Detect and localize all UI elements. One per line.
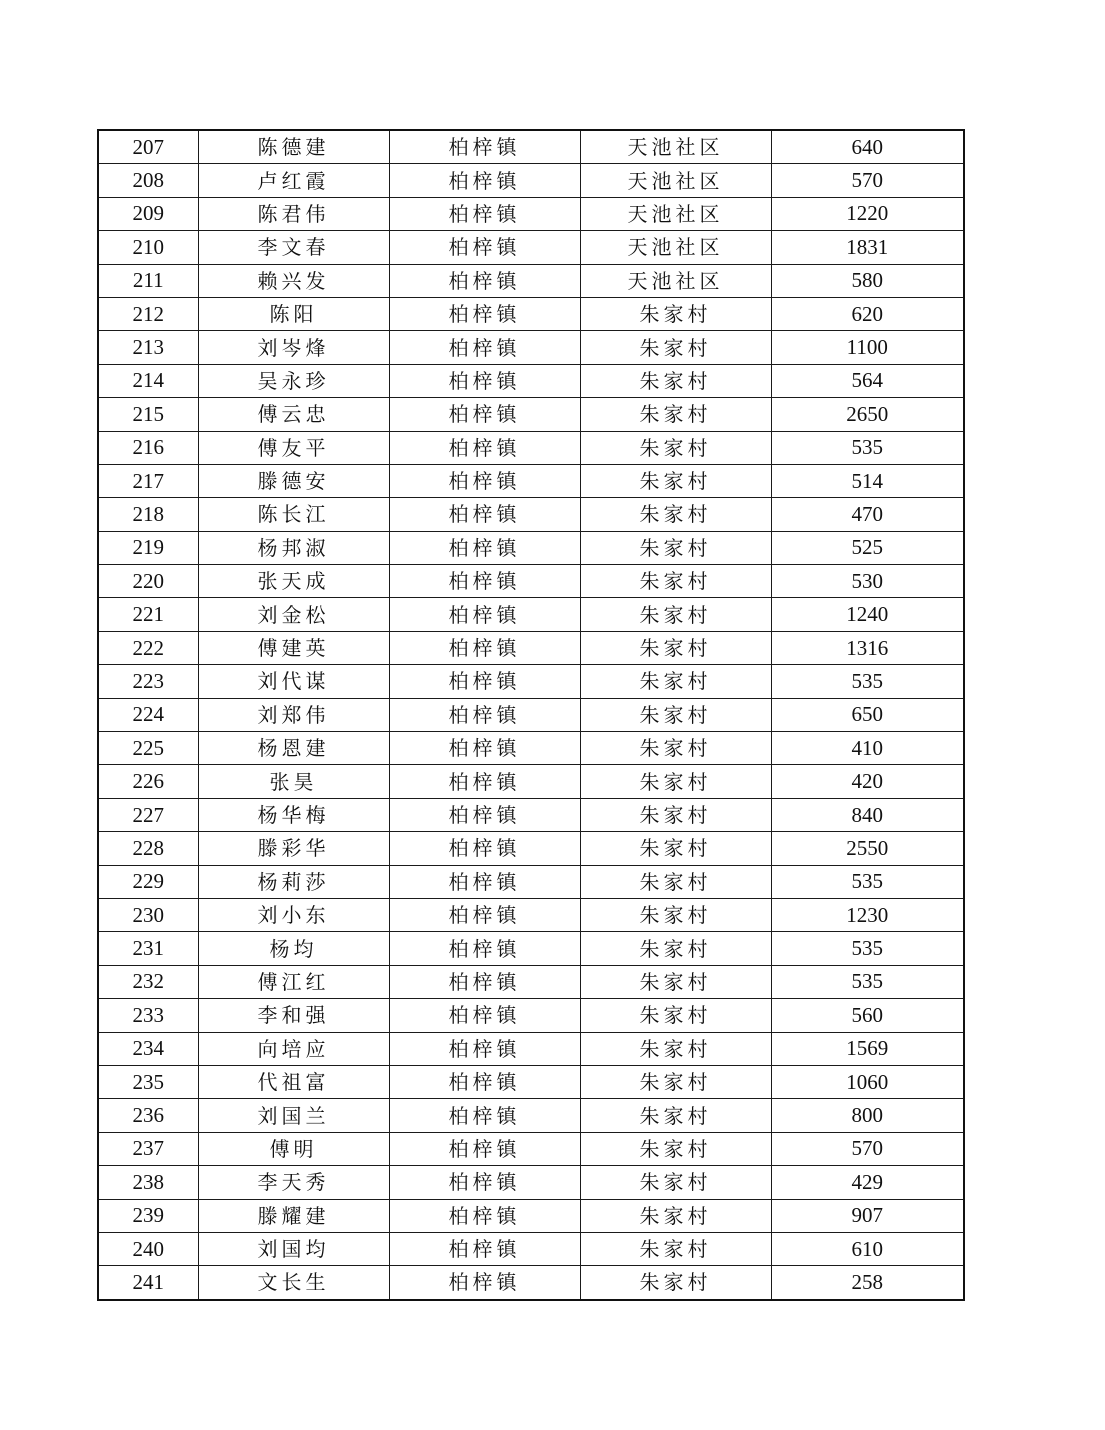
- name-cell: 杨莉莎: [198, 865, 389, 898]
- name-cell: 杨邦淑: [198, 531, 389, 564]
- serial-number-cell: 241: [98, 1266, 198, 1300]
- town-cell: 柏梓镇: [389, 498, 580, 531]
- town-cell: 柏梓镇: [389, 297, 580, 330]
- village-cell: 朱家村: [580, 598, 771, 631]
- table-row: [98, 197, 964, 230]
- name-cell: 傅江红: [198, 965, 389, 998]
- village-cell: 朱家村: [580, 1166, 771, 1199]
- amount-cell: 640: [771, 130, 964, 164]
- name-cell: 杨均: [198, 932, 389, 965]
- serial-number-cell: 215: [98, 398, 198, 431]
- village-cell: 朱家村: [580, 965, 771, 998]
- name-cell: 陈德建: [198, 130, 389, 164]
- name-cell: 张昊: [198, 765, 389, 798]
- table-row: [98, 431, 964, 464]
- serial-number-cell: 234: [98, 1032, 198, 1065]
- amount-cell: 258: [771, 1266, 964, 1300]
- amount-cell: 535: [771, 665, 964, 698]
- town-cell: 柏梓镇: [389, 999, 580, 1032]
- town-cell: 柏梓镇: [389, 531, 580, 564]
- village-cell: 天池社区: [580, 264, 771, 297]
- amount-cell: 580: [771, 264, 964, 297]
- village-cell: 朱家村: [580, 331, 771, 364]
- village-cell: 朱家村: [580, 1065, 771, 1098]
- table-row: [98, 798, 964, 831]
- amount-cell: 1060: [771, 1065, 964, 1098]
- roster-table-body: [98, 130, 964, 1300]
- name-cell: 李文春: [198, 231, 389, 264]
- name-cell: 文长生: [198, 1266, 389, 1300]
- town-cell: 柏梓镇: [389, 732, 580, 765]
- name-cell: 张天成: [198, 565, 389, 598]
- town-cell: 柏梓镇: [389, 598, 580, 631]
- serial-number-cell: 221: [98, 598, 198, 631]
- village-cell: 朱家村: [580, 498, 771, 531]
- table-row: [98, 665, 964, 698]
- serial-number-cell: 231: [98, 932, 198, 965]
- table-row: [98, 331, 964, 364]
- town-cell: 柏梓镇: [389, 264, 580, 297]
- table-row: [98, 898, 964, 931]
- roster-table: [97, 129, 965, 1301]
- amount-cell: 620: [771, 297, 964, 330]
- table-row: [98, 631, 964, 664]
- amount-cell: 1316: [771, 631, 964, 664]
- name-cell: 傅云忠: [198, 398, 389, 431]
- village-cell: 朱家村: [580, 631, 771, 664]
- serial-number-cell: 239: [98, 1199, 198, 1232]
- village-cell: 天池社区: [580, 164, 771, 197]
- table-row: [98, 364, 964, 397]
- town-cell: 柏梓镇: [389, 631, 580, 664]
- serial-number-cell: 216: [98, 431, 198, 464]
- name-cell: 刘代谋: [198, 665, 389, 698]
- name-cell: 刘国均: [198, 1232, 389, 1265]
- town-cell: 柏梓镇: [389, 1166, 580, 1199]
- table-row: [98, 164, 964, 197]
- serial-number-cell: 222: [98, 631, 198, 664]
- amount-cell: 429: [771, 1166, 964, 1199]
- table-row: [98, 398, 964, 431]
- amount-cell: 2550: [771, 832, 964, 865]
- serial-number-cell: 207: [98, 130, 198, 164]
- serial-number-cell: 227: [98, 798, 198, 831]
- table-row: [98, 264, 964, 297]
- serial-number-cell: 218: [98, 498, 198, 531]
- name-cell: 陈长江: [198, 498, 389, 531]
- table-row: [98, 531, 964, 564]
- table-row: [98, 765, 964, 798]
- amount-cell: 535: [771, 932, 964, 965]
- name-cell: 傅友平: [198, 431, 389, 464]
- table-row: [98, 999, 964, 1032]
- village-cell: 朱家村: [580, 364, 771, 397]
- village-cell: 天池社区: [580, 130, 771, 164]
- name-cell: 赖兴发: [198, 264, 389, 297]
- name-cell: 陈阳: [198, 297, 389, 330]
- amount-cell: 840: [771, 798, 964, 831]
- serial-number-cell: 228: [98, 832, 198, 865]
- town-cell: 柏梓镇: [389, 231, 580, 264]
- amount-cell: 570: [771, 1132, 964, 1165]
- village-cell: 朱家村: [580, 297, 771, 330]
- serial-number-cell: 226: [98, 765, 198, 798]
- town-cell: 柏梓镇: [389, 1099, 580, 1132]
- name-cell: 向培应: [198, 1032, 389, 1065]
- town-cell: 柏梓镇: [389, 1065, 580, 1098]
- village-cell: 朱家村: [580, 765, 771, 798]
- name-cell: 滕德安: [198, 464, 389, 497]
- town-cell: 柏梓镇: [389, 932, 580, 965]
- table-row: [98, 1266, 964, 1300]
- town-cell: 柏梓镇: [389, 832, 580, 865]
- serial-number-cell: 235: [98, 1065, 198, 1098]
- village-cell: 朱家村: [580, 865, 771, 898]
- table-row: [98, 1032, 964, 1065]
- name-cell: 傅明: [198, 1132, 389, 1165]
- serial-number-cell: 230: [98, 898, 198, 931]
- village-cell: 朱家村: [580, 665, 771, 698]
- serial-number-cell: 238: [98, 1166, 198, 1199]
- table-row: [98, 1232, 964, 1265]
- table-row: [98, 698, 964, 731]
- serial-number-cell: 208: [98, 164, 198, 197]
- town-cell: 柏梓镇: [389, 431, 580, 464]
- serial-number-cell: 220: [98, 565, 198, 598]
- name-cell: 李和强: [198, 999, 389, 1032]
- amount-cell: 610: [771, 1232, 964, 1265]
- town-cell: 柏梓镇: [389, 1232, 580, 1265]
- name-cell: 杨华梅: [198, 798, 389, 831]
- serial-number-cell: 217: [98, 464, 198, 497]
- name-cell: 刘郑伟: [198, 698, 389, 731]
- table-row: [98, 1166, 964, 1199]
- town-cell: 柏梓镇: [389, 898, 580, 931]
- village-cell: 朱家村: [580, 832, 771, 865]
- table-row: [98, 1065, 964, 1098]
- amount-cell: 525: [771, 531, 964, 564]
- town-cell: 柏梓镇: [389, 565, 580, 598]
- table-row: [98, 1199, 964, 1232]
- name-cell: 陈君伟: [198, 197, 389, 230]
- village-cell: 朱家村: [580, 431, 771, 464]
- town-cell: 柏梓镇: [389, 331, 580, 364]
- town-cell: 柏梓镇: [389, 1132, 580, 1165]
- amount-cell: 535: [771, 965, 964, 998]
- village-cell: 朱家村: [580, 1266, 771, 1300]
- amount-cell: 800: [771, 1099, 964, 1132]
- name-cell: 傅建英: [198, 631, 389, 664]
- town-cell: 柏梓镇: [389, 865, 580, 898]
- serial-number-cell: 211: [98, 264, 198, 297]
- town-cell: 柏梓镇: [389, 1032, 580, 1065]
- amount-cell: 650: [771, 698, 964, 731]
- name-cell: 滕彩华: [198, 832, 389, 865]
- table-row: [98, 1132, 964, 1165]
- town-cell: 柏梓镇: [389, 464, 580, 497]
- amount-cell: 535: [771, 865, 964, 898]
- serial-number-cell: 237: [98, 1132, 198, 1165]
- town-cell: 柏梓镇: [389, 798, 580, 831]
- village-cell: 朱家村: [580, 1232, 771, 1265]
- table-row: [98, 464, 964, 497]
- amount-cell: 1240: [771, 598, 964, 631]
- name-cell: 滕耀建: [198, 1199, 389, 1232]
- town-cell: 柏梓镇: [389, 130, 580, 164]
- village-cell: 天池社区: [580, 231, 771, 264]
- amount-cell: 535: [771, 431, 964, 464]
- village-cell: 朱家村: [580, 464, 771, 497]
- table-row: [98, 965, 964, 998]
- table-row: [98, 231, 964, 264]
- amount-cell: 2650: [771, 398, 964, 431]
- village-cell: 朱家村: [580, 1099, 771, 1132]
- amount-cell: 410: [771, 732, 964, 765]
- amount-cell: 560: [771, 999, 964, 1032]
- village-cell: 朱家村: [580, 1199, 771, 1232]
- amount-cell: 1100: [771, 331, 964, 364]
- serial-number-cell: 212: [98, 297, 198, 330]
- village-cell: 朱家村: [580, 531, 771, 564]
- serial-number-cell: 236: [98, 1099, 198, 1132]
- town-cell: 柏梓镇: [389, 698, 580, 731]
- amount-cell: 530: [771, 565, 964, 598]
- serial-number-cell: 219: [98, 531, 198, 564]
- amount-cell: 907: [771, 1199, 964, 1232]
- village-cell: 朱家村: [580, 999, 771, 1032]
- village-cell: 朱家村: [580, 698, 771, 731]
- name-cell: 李天秀: [198, 1166, 389, 1199]
- table-row: [98, 832, 964, 865]
- table-row: [98, 865, 964, 898]
- town-cell: 柏梓镇: [389, 1199, 580, 1232]
- village-cell: 朱家村: [580, 898, 771, 931]
- village-cell: 天池社区: [580, 197, 771, 230]
- village-cell: 朱家村: [580, 932, 771, 965]
- serial-number-cell: 213: [98, 331, 198, 364]
- town-cell: 柏梓镇: [389, 965, 580, 998]
- village-cell: 朱家村: [580, 398, 771, 431]
- table-row: [98, 565, 964, 598]
- name-cell: 卢红霞: [198, 164, 389, 197]
- table-row: [98, 732, 964, 765]
- serial-number-cell: 233: [98, 999, 198, 1032]
- amount-cell: 514: [771, 464, 964, 497]
- name-cell: 刘国兰: [198, 1099, 389, 1132]
- amount-cell: 564: [771, 364, 964, 397]
- serial-number-cell: 214: [98, 364, 198, 397]
- serial-number-cell: 240: [98, 1232, 198, 1265]
- serial-number-cell: 229: [98, 865, 198, 898]
- table-row: [98, 598, 964, 631]
- table-row: [98, 297, 964, 330]
- village-cell: 朱家村: [580, 1132, 771, 1165]
- village-cell: 朱家村: [580, 565, 771, 598]
- serial-number-cell: 224: [98, 698, 198, 731]
- amount-cell: 1230: [771, 898, 964, 931]
- serial-number-cell: 209: [98, 197, 198, 230]
- village-cell: 朱家村: [580, 1032, 771, 1065]
- town-cell: 柏梓镇: [389, 765, 580, 798]
- serial-number-cell: 223: [98, 665, 198, 698]
- amount-cell: 1831: [771, 231, 964, 264]
- serial-number-cell: 225: [98, 732, 198, 765]
- amount-cell: 570: [771, 164, 964, 197]
- town-cell: 柏梓镇: [389, 364, 580, 397]
- amount-cell: 470: [771, 498, 964, 531]
- name-cell: 杨恩建: [198, 732, 389, 765]
- amount-cell: 420: [771, 765, 964, 798]
- name-cell: 吴永珍: [198, 364, 389, 397]
- town-cell: 柏梓镇: [389, 164, 580, 197]
- name-cell: 代祖富: [198, 1065, 389, 1098]
- town-cell: 柏梓镇: [389, 398, 580, 431]
- amount-cell: 1569: [771, 1032, 964, 1065]
- village-cell: 朱家村: [580, 798, 771, 831]
- table-row: [98, 1099, 964, 1132]
- name-cell: 刘岑烽: [198, 331, 389, 364]
- amount-cell: 1220: [771, 197, 964, 230]
- town-cell: 柏梓镇: [389, 665, 580, 698]
- serial-number-cell: 210: [98, 231, 198, 264]
- name-cell: 刘小东: [198, 898, 389, 931]
- table-row: [98, 130, 964, 164]
- serial-number-cell: 232: [98, 965, 198, 998]
- town-cell: 柏梓镇: [389, 197, 580, 230]
- name-cell: 刘金松: [198, 598, 389, 631]
- village-cell: 朱家村: [580, 732, 771, 765]
- table-row: [98, 932, 964, 965]
- town-cell: 柏梓镇: [389, 1266, 580, 1300]
- table-row: [98, 498, 964, 531]
